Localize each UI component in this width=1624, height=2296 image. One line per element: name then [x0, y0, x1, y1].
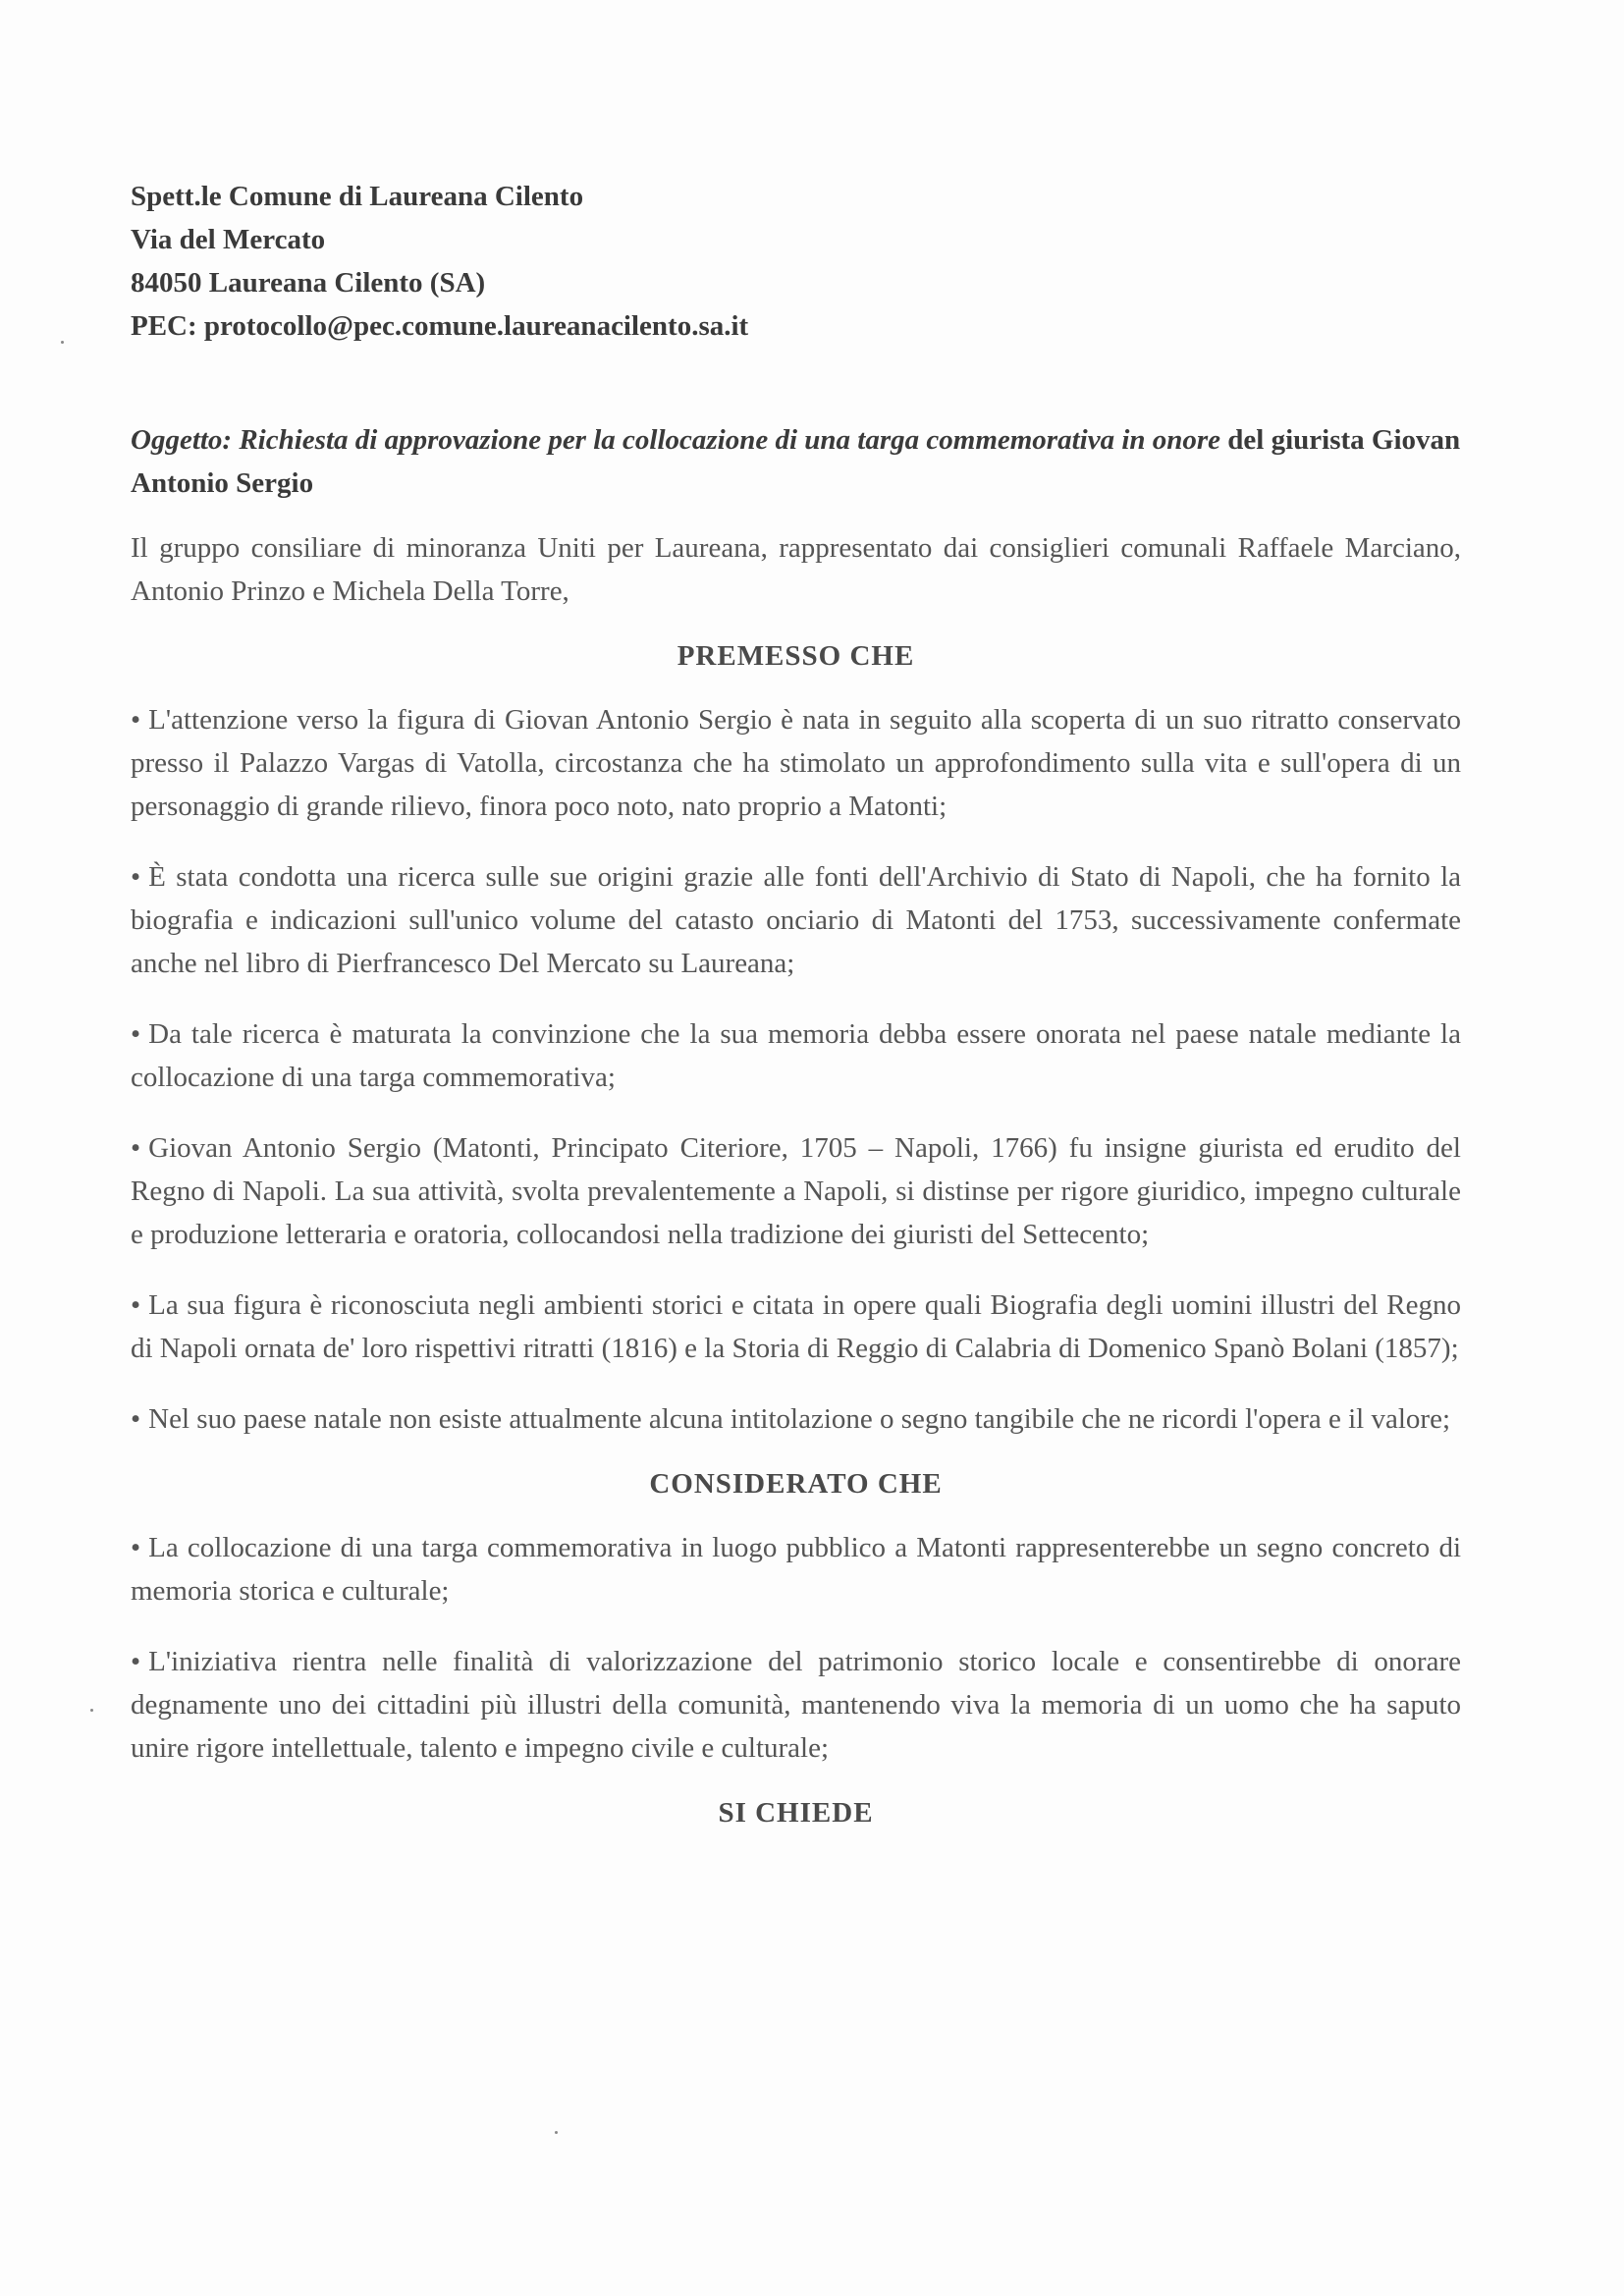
premesso-item [131, 698, 1461, 828]
premesso-item-text: È stata condotta una ricerca sulle sue origini grazie alle fonti dell'Archivio di Stato di Napoli, che ha fornito la biografia e indicazioni sull'unico volume del catasto onciario di Matonti del 1753, successivamente confermate anche nel libro di Pierfrancesco Del Mercato su Laureana; [131, 861, 1461, 979]
considerato-item-text: L'iniziativa rientra nelle finalità di valorizzazione del patrimonio storico locale e consentirebbe di onorare degnamente uno dei cittadini più illustri della comunità, mantenendo viva la memoria di un uomo che ha saputo unire rigore intellettuale, talento e impegno civile e culturale; [131, 1646, 1461, 1764]
subject-line [131, 418, 1461, 505]
premesso-item-text: Nel suo paese natale non esiste attualmente alcuna intitolazione o segno tangibile che ne ricordi l'opera e il valore; [148, 1403, 1450, 1435]
scan-speck [555, 2131, 558, 2134]
recipient-street: Via del Mercato [131, 224, 326, 255]
recipient-pec: PEC: protocollo@pec.comune.laureanacilento.sa.it [131, 310, 749, 342]
premesso-item-text: L'attenzione verso la figura di Giovan Antonio Sergio è nata in seguito alla scoperta di un suo ritratto conservato presso il Palazzo Vargas di Vatolla, circostanza che ha stimolato un approfondimento sulla vita e sull'opera di un personaggio di grande rilievo, finora poco noto, nato proprio a Matonti; [131, 704, 1461, 822]
si-chiede-heading: SI CHIEDE [718, 1797, 874, 1829]
bullet-dot: • [131, 1646, 141, 1677]
premesso-item [131, 855, 1461, 985]
subject-rest: del giurista Giovan Antonio Sergio [131, 424, 1461, 499]
bullet-dot: • [131, 1532, 141, 1563]
scan-speck [61, 341, 64, 344]
premesso-heading: PREMESSO CHE [677, 640, 915, 672]
bullet-dot: • [131, 704, 141, 736]
recipient-name: Spett.le Comune di Laureana Cilento [131, 181, 584, 212]
bullet-dot: • [131, 1289, 141, 1321]
premesso-item [131, 1126, 1461, 1256]
considerato-item-text: La collocazione di una targa commemorativa in luogo pubblico a Matonti rappresenterebbe un segno concreto di memoria storica e culturale; [131, 1532, 1461, 1607]
premesso-item [131, 1012, 1461, 1099]
bullet-dot: • [131, 1132, 141, 1164]
scan-speck [90, 1709, 93, 1712]
subject-lead: Oggetto: Richiesta di approvazione per la collocazione di una targa commemorativa in onore [131, 424, 1221, 456]
considerato-heading: CONSIDERATO CHE [649, 1468, 943, 1500]
bullet-dot: • [131, 1403, 141, 1435]
premesso-item [131, 1397, 1461, 1441]
bullet-dot: • [131, 1018, 141, 1050]
recipient-address [131, 175, 1461, 348]
premesso-item [131, 1284, 1461, 1370]
premesso-item-text: La sua figura è riconosciuta negli ambienti storici e citata in opere quali Biografia degli uomini illustri del Regno di Napoli ornata de' loro rispettivi ritratti (1816) e la Storia di Reggio di Calabria di Domenico Spanò Bolani (1857); [131, 1289, 1461, 1364]
intro-paragraph: Il gruppo consiliare di minoranza Uniti per Laureana, rappresentato dai consiglieri comunali Raffaele Marciano, Antonio Prinzo e Michela Della Torre, [131, 532, 1461, 607]
letter-body [131, 175, 1461, 1855]
considerato-item [131, 1526, 1461, 1613]
premesso-item-text: Da tale ricerca è maturata la convinzione che la sua memoria debba essere onorata nel paese natale mediante la collocazione di una targa commemorativa; [131, 1018, 1461, 1093]
recipient-city: 84050 Laureana Cilento (SA) [131, 267, 486, 299]
considerato-item [131, 1640, 1461, 1770]
premesso-item-text: Giovan Antonio Sergio (Matonti, Principato Citeriore, 1705 – Napoli, 1766) fu insigne giurista ed erudito del Regno di Napoli. La sua attività, svolta prevalentemente a Napoli, si distinse per rigore giuridico, impegno culturale e produzione letteraria e oratoria, collocandosi nella tradizione dei giuristi del Settecento; [131, 1132, 1461, 1250]
bullet-dot: • [131, 861, 141, 893]
